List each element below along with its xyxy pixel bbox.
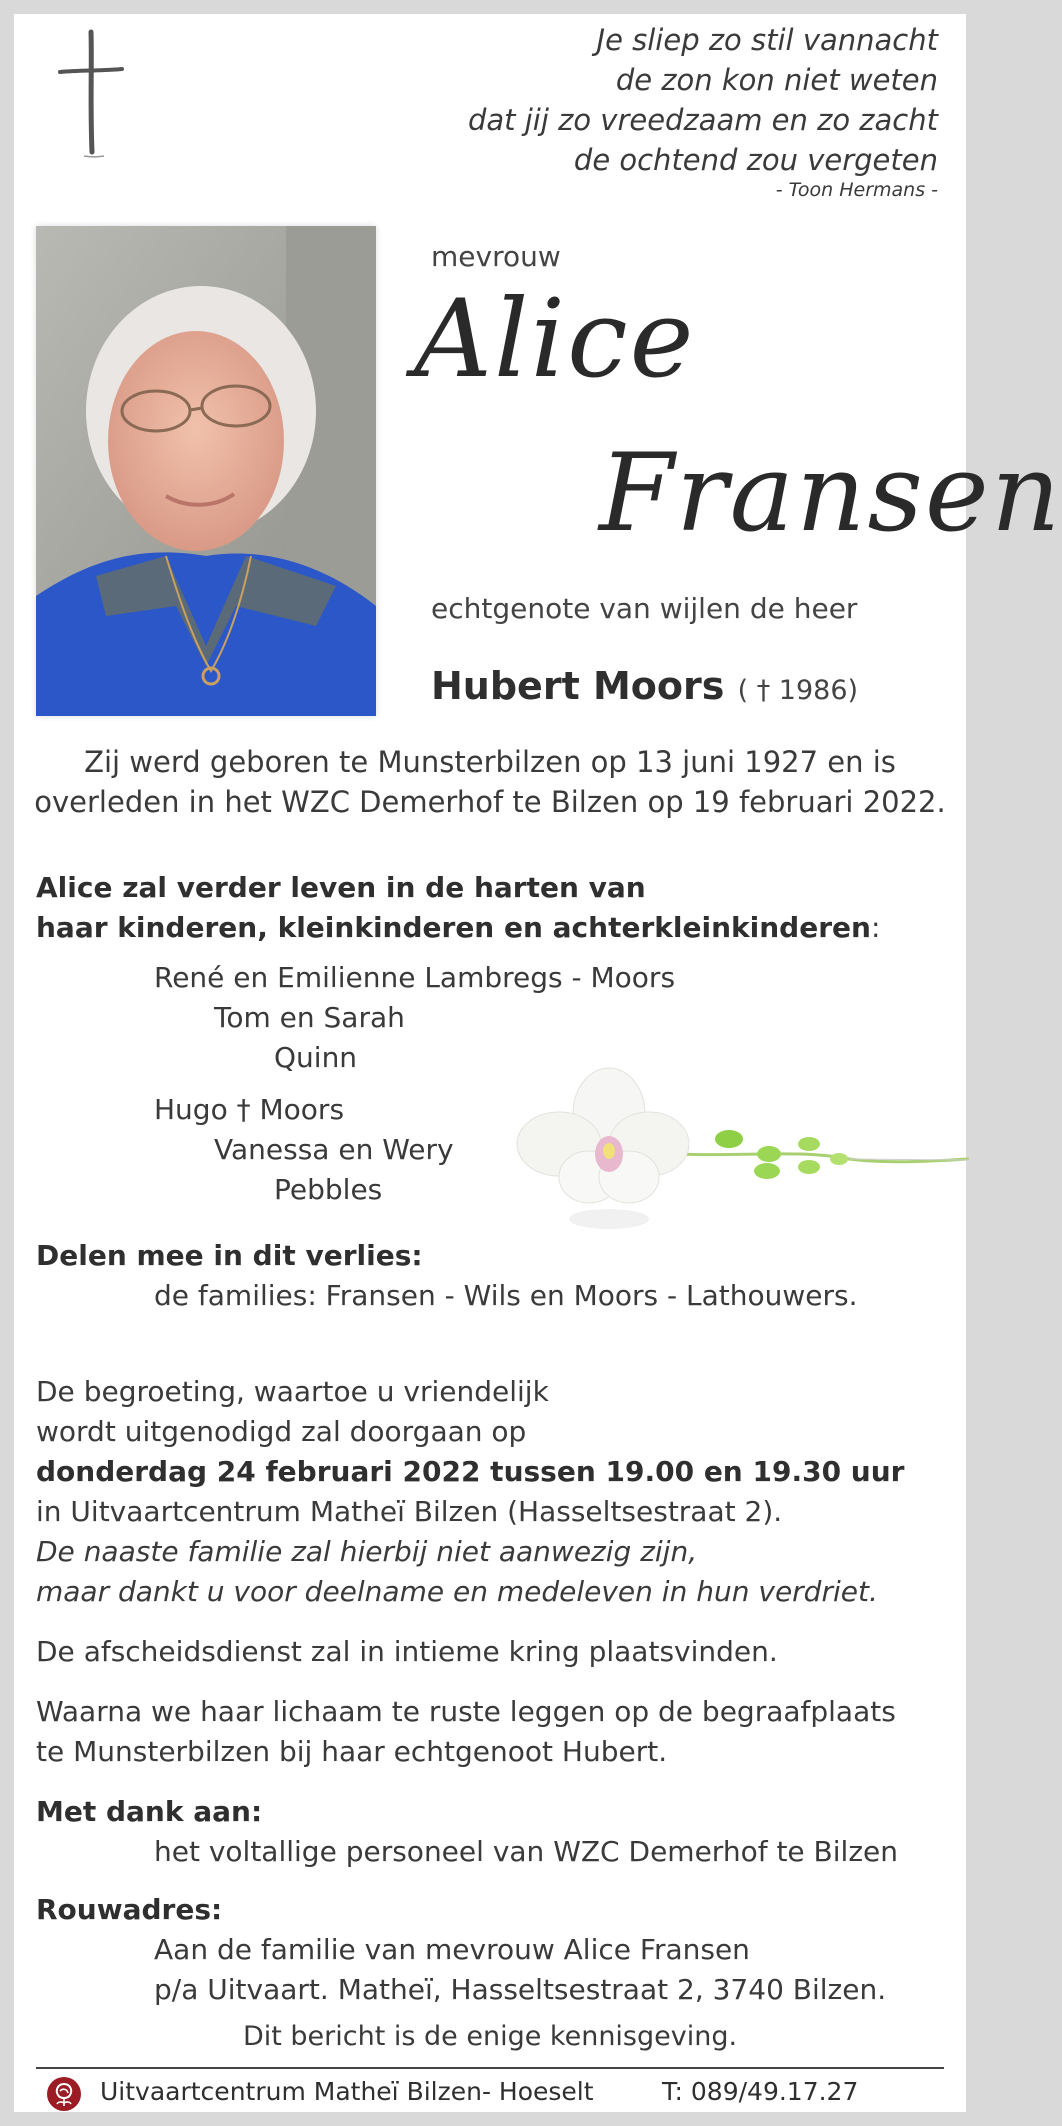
lives-on-line1: Alice zal verder leven in de harten van xyxy=(36,871,646,904)
farewell-text: De afscheidsdienst zal in intieme kring plaatsvinden. xyxy=(36,1635,778,1668)
last-name: Fransen xyxy=(599,431,1062,556)
greeting-line2: wordt uitgenodigd zal doorgaan op xyxy=(36,1415,527,1448)
cross-icon xyxy=(54,24,126,159)
spouse-year: ( † 1986) xyxy=(737,675,859,706)
burial xyxy=(36,1692,946,1772)
honorific: mevrouw xyxy=(431,240,561,273)
footer-divider xyxy=(36,2067,944,2069)
address-heading: Rouwadres: xyxy=(36,1893,223,1926)
greeting-note2: maar dankt u voor deelname en medeleven in hun verdriet. xyxy=(36,1575,878,1608)
spouse-name: Hubert Moors xyxy=(431,664,725,708)
burial-line1: Waarna we haar lichaam te ruste leggen op de begraafplaats xyxy=(36,1695,896,1728)
greeting xyxy=(36,1372,946,1612)
thanks-heading: Met dank aan: xyxy=(36,1795,263,1828)
portrait-photo xyxy=(36,226,376,716)
death-line: overleden in het WZC Demerhof te Bilzen op 19 februari 2022. xyxy=(34,785,946,819)
shares-loss-text: de families: Fransen - Wils en Moors - Lathouwers. xyxy=(154,1279,858,1312)
poem-author: - Toon Hermans - xyxy=(775,179,938,201)
family-member: Tom en Sarah xyxy=(214,1001,405,1034)
obituary-card xyxy=(14,14,1062,2112)
poem-line: de ochtend zou vergeten xyxy=(573,143,938,177)
spouse-intro: echtgenote van wijlen de heer xyxy=(431,592,858,625)
footer-phone: T: 089/49.17.27 xyxy=(662,2077,859,2106)
poem-line: de zon kon niet weten xyxy=(615,63,938,97)
address-line1: Aan de familie van mevrouw Alice Fransen xyxy=(154,1933,750,1966)
greeting-date: donderdag 24 februari 2022 tussen 19.00 en 19.30 uur xyxy=(36,1455,905,1488)
footer-company: Uitvaartcentrum Matheï Bilzen- Hoeselt xyxy=(100,2077,594,2106)
burial-line2: te Munsterbilzen bij haar echtgenoot Hubert. xyxy=(36,1735,668,1768)
address-line2: p/a Uitvaart. Matheï, Hasseltsestraat 2, 3740 Bilzen. xyxy=(154,1973,887,2006)
greeting-note1: De naaste familie zal hierbij niet aanwezig zijn, xyxy=(36,1535,698,1568)
rose-logo-icon xyxy=(46,2076,82,2112)
shares-loss xyxy=(36,1236,946,1316)
birth-line: Zij werd geboren te Munsterbilzen op 13 juni 1927 en is xyxy=(84,745,896,779)
spouse xyxy=(431,664,858,708)
orchid-icon xyxy=(509,1059,969,1239)
first-name: Alice xyxy=(414,277,696,402)
greeting-line1: De begroeting, waartoe u vriendelijk xyxy=(36,1375,549,1408)
lives-on-colon: : xyxy=(870,911,881,944)
family-member: René en Emilienne Lambregs - Moors xyxy=(154,961,676,994)
birth-death-text xyxy=(14,742,966,822)
family-member: Pebbles xyxy=(274,1173,383,1206)
lives-on xyxy=(36,868,946,948)
family-member: Vanessa en Wery xyxy=(214,1133,454,1166)
poem-line: Je sliep zo stil vannacht xyxy=(596,23,938,57)
shares-loss-heading: Delen mee in dit verlies: xyxy=(36,1239,423,1272)
mourning-address xyxy=(36,1890,946,2010)
family-member: Quinn xyxy=(274,1041,358,1074)
greeting-location: in Uitvaartcentrum Matheï Bilzen (Hasseltsestraat 2). xyxy=(36,1495,783,1528)
thanks xyxy=(36,1792,946,1872)
poem xyxy=(378,20,938,202)
thanks-text: het voltallige personeel van WZC Demerhof te Bilzen xyxy=(154,1835,898,1868)
lives-on-line2: haar kinderen, kleinkinderen en achterkleinkinderen xyxy=(36,911,871,944)
family-member: Hugo † Moors xyxy=(154,1093,345,1126)
notice-text: Dit bericht is de enige kennisgeving. xyxy=(242,2021,738,2052)
poem-line: dat jij zo vreedzaam en zo zacht xyxy=(467,103,938,137)
